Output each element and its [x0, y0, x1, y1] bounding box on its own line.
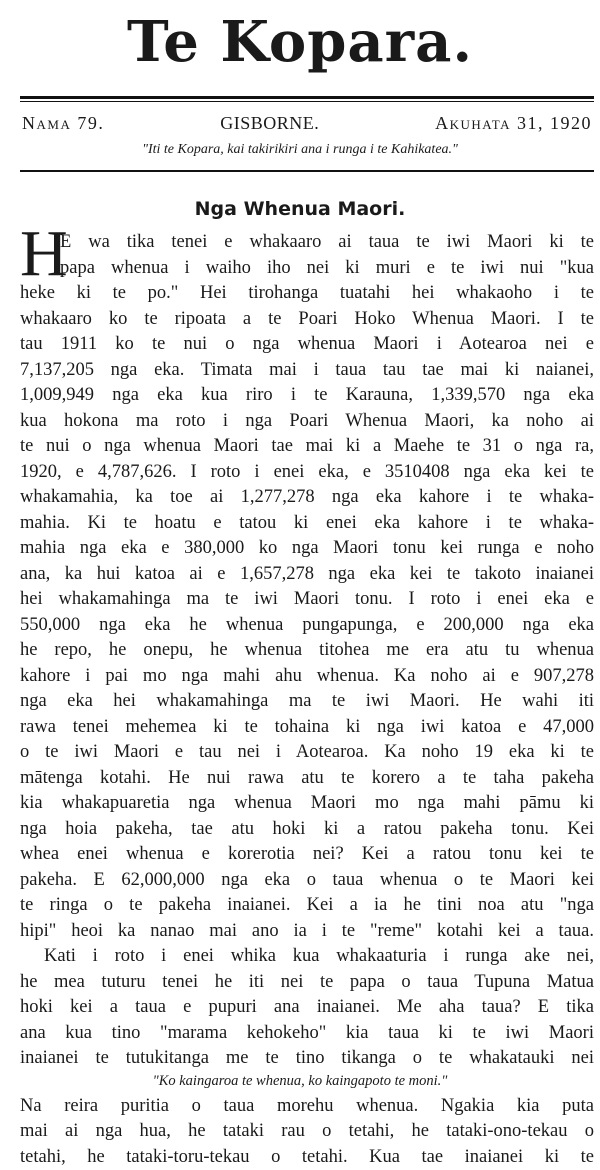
article-line: mahia nga eka e 380,000 ko nga Maori tonu kei runga e noho — [20, 538, 594, 558]
article-line: 550,000 nga eka he whenua pungapunga, e 200,000 nga eka — [20, 614, 594, 635]
article-line: he mea tuturu tenei he iti nei te papa o taua Tupuna Matua — [20, 971, 594, 992]
article-line: mai ai nga hua, he tataki rau o tetahi, he tataki-ono-tekau o — [20, 1121, 594, 1141]
masthead-title: Te Kopara. — [127, 9, 473, 75]
article-heading: Nga Whenua Maori. — [194, 198, 406, 220]
article-line: ana, ka hui katoa ai e 1,657,278 nga eka kei te takoto inaianei — [20, 563, 594, 584]
article-line: hei whakamahinga ma te iwi Maori tonu. I roto i enei eka e — [20, 589, 594, 609]
masthead-rule-thin — [20, 101, 594, 102]
article-line: whea enei whenua e korerotia nei? Kei a ratou tonu kei te — [20, 844, 594, 864]
article-line: rawa tenei mehemea ki te tohaina ki nga iwi katoa e 47,000 — [20, 716, 594, 737]
article-line: tau 1911 ko te nui o nga whenua Maori i Aotearoa nei e — [20, 334, 594, 354]
issue-date: Akuhata 31, 1920 — [435, 113, 592, 133]
article-line: o te iwi Maori e tau nei i Aotearoa. Ka noho 19 eka ki te — [20, 742, 594, 762]
article-line: hipi" heoi ka nanao mai ano ia i te "reme" kotahi kei a taua. — [20, 920, 594, 941]
article-line: papa whenua i waiho iho nei ki muri e te iwi nui "kua — [60, 257, 594, 278]
article-line: heke ki te po." Hei tirohanga tuatahi hei whakaoho i te — [20, 283, 594, 303]
article-line: 1,009,949 nga eka kua riro i te Karauna, 1,339,570 nga eka — [20, 385, 594, 405]
article-line: he repo, he onepu, he whenua titohea me era atu tu whenua — [20, 640, 594, 660]
article-line: mātenga kotahi. He nui rawa atu te korero a te taha pakeha — [20, 767, 594, 788]
dateline-rule — [20, 170, 594, 172]
article-line: Na reira puritia o taua morehu whenua. Ngakia kia puta — [20, 1095, 594, 1116]
proverb-quote: "Ko kaingaroa te whenua, ko kaingapoto te moni." — [152, 1072, 448, 1089]
article-line: Kati i roto i enei whika kua whakaaturia i runga ake nei, — [44, 946, 594, 966]
article-line: whakaaro ko te ripoata a te Poari Hoko Whenua Maori. I te — [20, 308, 594, 329]
article-line: kia whakapuaretia nga whenua Maori mo nga mahi pāmu ki — [20, 793, 594, 813]
article-line: pakeha. E 62,000,000 nga eka o taua whenua o te Maori kei — [20, 869, 594, 890]
motto: "Iti te Kopara, kai takirikiri ana i runga i te Kahikatea." — [142, 142, 458, 157]
article-line: kua hokona ma roto i nga Poari Whenua Maori, ka noho ai — [20, 410, 594, 431]
article-line: ana kua tino "marama kehokeho" kia taua ki te iwi Maori — [20, 1022, 594, 1043]
article-line: whakamahia, ka toe ai 1,277,278 nga eka kahore i te whaka- — [20, 487, 594, 507]
masthead-rule — [20, 96, 594, 99]
article-line: E wa tika tenei e whakaaro ai taua te iwi Maori ki te — [60, 232, 594, 252]
article-line: te ringa o te pakeha inaianei. Kei a ia he tini noa atu "nga — [20, 895, 594, 915]
article-line: mahia. Ki te hoatu e tatou ki enei eka kahore i te whaka- — [20, 512, 594, 533]
article-line: inaianei te tutukitanga me te tino tikanga o te whakatauki nei — [20, 1048, 594, 1068]
article-line: nga hoia pakeha, tae atu hoki ki a ratou pakeha tonu. Kei — [20, 818, 594, 839]
article-line: 1920, e 4,787,626. I roto i enei eka, e 3510408 nga eka kei te — [20, 461, 594, 482]
place-name: GISBORNE. — [220, 113, 320, 133]
article-line: kahore i pai mo nga mahi ahu whenua. Ka noho ai e 907,278 — [20, 665, 594, 686]
article-line: nga eka hei whakamahinga ma te iwi Maori. He wahi iti — [20, 691, 594, 711]
drop-cap: H — [20, 217, 68, 290]
issue-number: Nama 79. — [22, 113, 105, 133]
dateline — [22, 113, 592, 134]
article-line: te nui o nga whenua Maori tae mai ki a Maehe te 31 o nga ra, — [20, 436, 594, 456]
article-line: tetahi, he tataki-toru-tekau o tetahi. Kua tae inaianei ki te — [20, 1146, 594, 1167]
article-line: hoki kei a taua e pupuri ana inaianei. Me aha taua? E tika — [20, 997, 594, 1017]
article-line: 7,137,205 nga eka. Timata mai i taua tau tae mai ki naianei, — [20, 359, 594, 380]
